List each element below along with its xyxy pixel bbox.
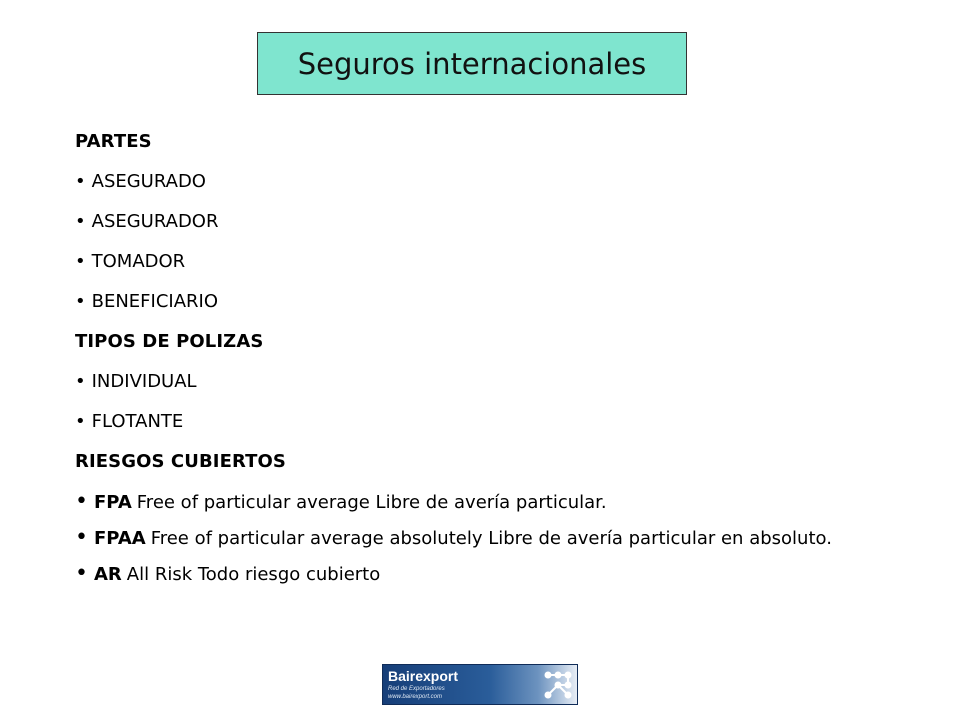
risk-item [75, 491, 875, 514]
bullet: • [75, 371, 86, 392]
logo-name: Bairexport [388, 668, 459, 684]
risk-code: FPA [93, 492, 132, 513]
list-item [75, 402, 875, 442]
bullet: • [75, 171, 86, 192]
section-heading-tipos: TIPOS DE POLIZAS [75, 331, 264, 352]
list-item [75, 282, 875, 322]
list-item [75, 362, 875, 402]
list-item [75, 242, 875, 282]
list-item-text: INDIVIDUAL [91, 371, 197, 392]
list-item-text: ASEGURADO [91, 171, 206, 192]
list-item-text: TOMADOR [91, 251, 186, 272]
risk-description: Free of particular average Libre de avería particular. [136, 492, 607, 513]
list-item-text: ASEGURADOR [91, 211, 219, 232]
bullet: • [75, 211, 86, 232]
list-item-text: FLOTANTE [91, 411, 184, 432]
bairexport-logo [382, 664, 578, 705]
logo-tagline: Red de Exportadores [388, 686, 445, 692]
list-item-text: BENEFICIARIO [91, 291, 219, 312]
slide-title: Seguros internacionales [297, 46, 647, 81]
list-item [75, 162, 875, 202]
slide-content [75, 122, 875, 599]
risk-description: Free of particular average absolutely Libre de avería particular en absoluto. [150, 528, 832, 549]
section-heading-riesgos: RIESGOS CUBIERTOS [75, 451, 286, 472]
bullet: • [75, 525, 88, 550]
risk-code: FPAA [93, 528, 146, 549]
bullet: • [75, 561, 88, 586]
list-item [75, 202, 875, 242]
risk-code: AR [93, 564, 122, 585]
bullet: • [75, 411, 86, 432]
bullet: • [75, 291, 86, 312]
section-heading-partes: PARTES [75, 131, 152, 152]
risk-item [75, 563, 875, 586]
network-nodes-icon [541, 668, 575, 702]
logo-url: www.bairexport.com [388, 694, 443, 700]
risk-description: All Risk Todo riesgo cubierto [126, 564, 381, 585]
bullet: • [75, 489, 88, 514]
risk-item [75, 527, 875, 550]
bullet: • [75, 251, 86, 272]
slide-title-box [257, 32, 687, 95]
